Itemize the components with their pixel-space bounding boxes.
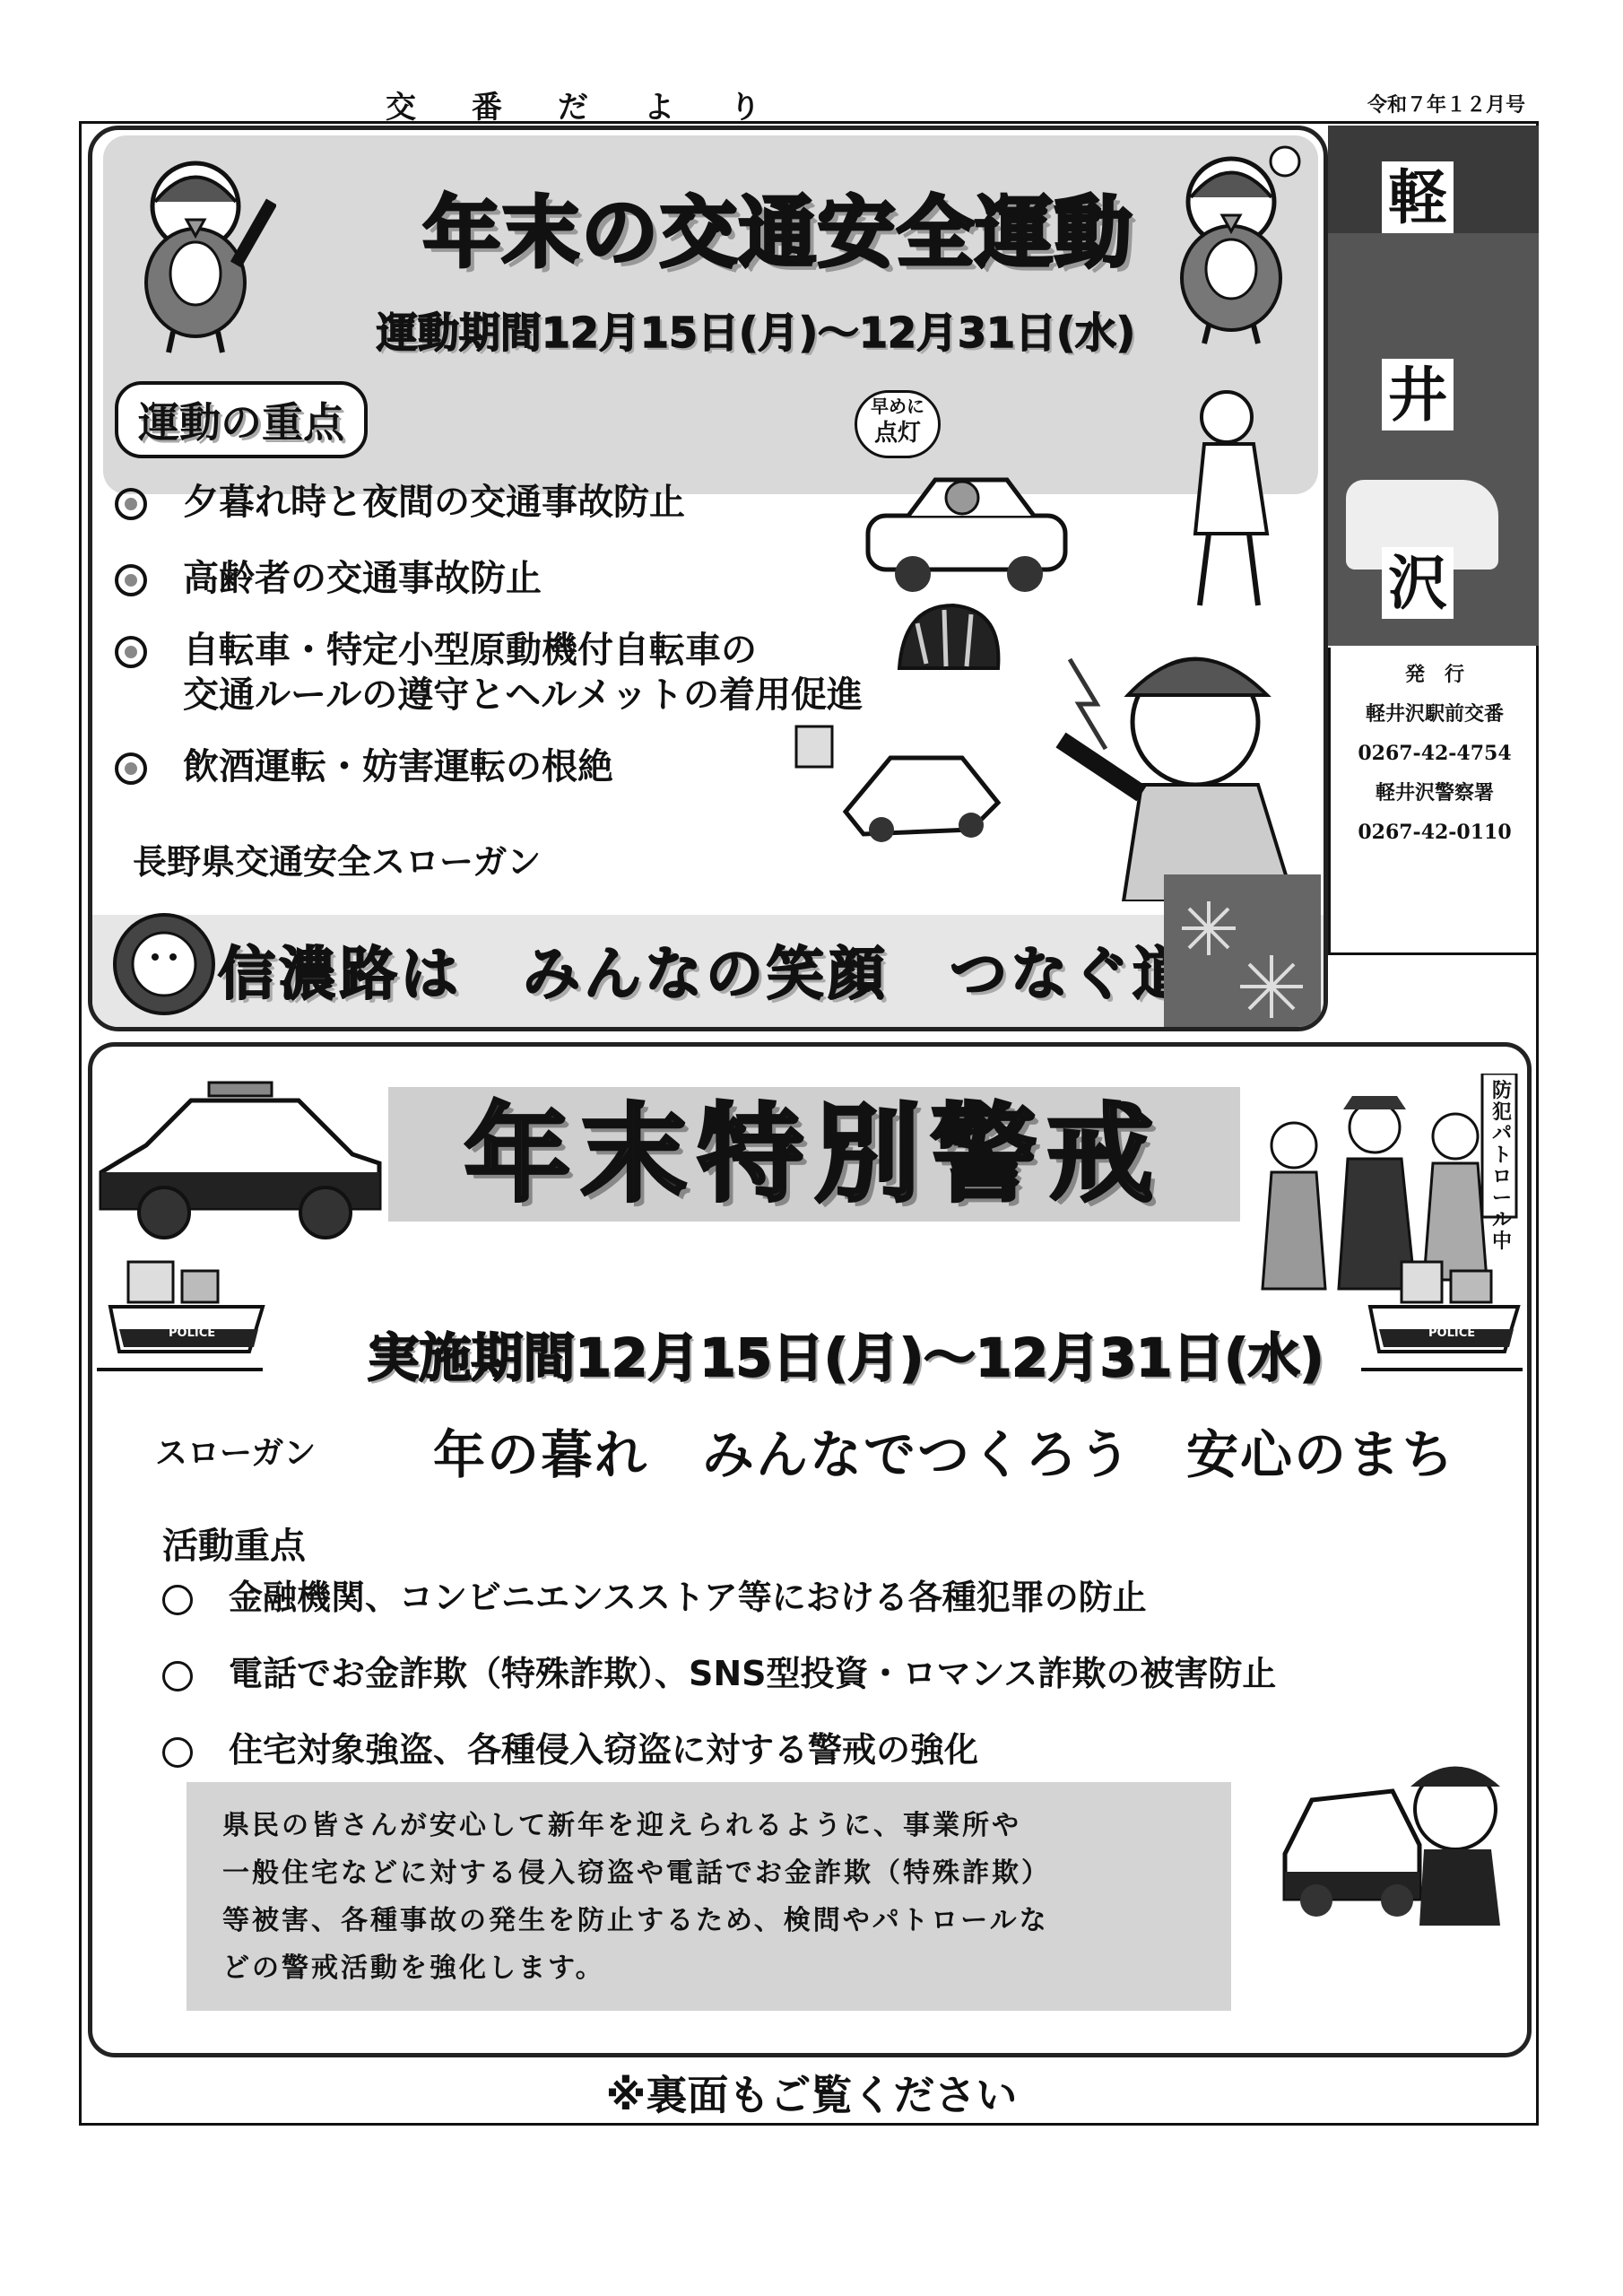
snowman-wreath-icon — [110, 901, 218, 1027]
activity-focus-label: 活動重点 — [162, 1526, 306, 1567]
watch-campaign-period: 実施期間12月15日(月)～12月31日(水) — [367, 1327, 1324, 1388]
activity-item: 金融機関、コンビニエンスストア等における各種犯罪の防止 — [162, 1576, 1147, 1619]
notice-line: 等被害、各種事故の発生を防止するため、検問やパトロールな — [222, 1905, 1049, 1936]
drunk-driving-car-icon — [792, 722, 1016, 848]
circle-bullet-icon — [162, 1585, 193, 1615]
focus-points-label: 運動の重点 — [115, 381, 368, 458]
patrol-sign: 防犯パトロール中 — [1491, 1080, 1512, 1253]
activity-item: 電話でお金詐欺（特殊詐欺）、SNS型投資・ロマンス詐欺の被害防止 — [162, 1652, 1276, 1695]
police-station-phone: 0267-42-0110 — [1358, 821, 1512, 844]
mascot-bird-left-icon — [119, 148, 276, 354]
watch-slogan-label: スローガン — [155, 1435, 317, 1472]
police-officer-pointing-icon — [1043, 632, 1312, 901]
bicycle-helmet-icon — [890, 596, 1007, 686]
issuer-info — [1328, 648, 1539, 955]
snowflake-decoration-icon — [1164, 874, 1321, 1027]
notice-line: どの警戒活動を強化します。 — [222, 1952, 605, 1984]
elderly-walker-icon — [1168, 381, 1303, 614]
police-station-name: 軽井沢警察署 — [1375, 781, 1494, 804]
focus-point-continued: 交通ルールの遵守とヘルメットの着用促進 — [183, 674, 863, 716]
sled-label: POLICE — [1428, 1326, 1476, 1340]
campaign-period: 運動期間12月15日(月)～12月31日(水) — [376, 309, 1136, 357]
officer-with-patrol-car-icon — [1276, 1746, 1509, 1926]
focus-point: 夕暮れ時と夜間の交通事故防止 — [115, 480, 685, 525]
notice-box — [187, 1782, 1231, 2011]
bullet-icon — [115, 636, 147, 668]
circle-bullet-icon — [162, 1737, 193, 1768]
prefecture-slogan-label: 長野県交通安全スローガン — [133, 842, 542, 882]
bullet-icon — [115, 752, 147, 785]
issuer-label: 発 行 — [1404, 663, 1464, 686]
notice-line: 県民の皆さんが安心して新年を迎えられるように、事業所や — [222, 1810, 1021, 1841]
see-reverse-note: ※裏面もご覧ください — [605, 2071, 1018, 2119]
traffic-safety-campaign — [88, 126, 1328, 1031]
watch-slogan: 年の暮れ みんなでつくろう 安心のまち — [433, 1424, 1456, 1485]
photo-caption-char: 沢 — [1382, 547, 1454, 619]
activity-item: 住宅対象強盗、各種侵入窃盗に対する警戒の強化 — [162, 1728, 978, 1771]
station-phone: 0267-42-4754 — [1358, 742, 1512, 765]
photo-caption-char: 軽 — [1382, 161, 1454, 233]
newsletter-title: 交番だより — [386, 90, 816, 126]
circle-bullet-icon — [162, 1661, 193, 1692]
focus-point: 高齢者の交通事故防止 — [115, 556, 542, 601]
bullet-icon — [115, 488, 147, 520]
station-name: 軽井沢駅前交番 — [1365, 702, 1504, 726]
focus-point: 飲酒運転・妨害運転の根絶 — [115, 744, 613, 789]
year-end-watch-campaign — [88, 1042, 1532, 2057]
headlight-bubble: 早めに 点灯 — [855, 390, 941, 458]
watch-campaign-title: 年末特別警戒 — [388, 1087, 1240, 1222]
car-with-driver-icon — [855, 462, 1079, 596]
bullet-icon — [115, 564, 147, 596]
traffic-slogan: 信濃路は みんなの笑顔 つなぐ道 — [218, 942, 1193, 1008]
photo-caption-char: 井 — [1382, 359, 1454, 430]
police-sled-gifts-left-icon — [92, 1253, 272, 1387]
issue-date: 令和７年１２月号 — [1367, 93, 1526, 117]
karuizawa-station-photo — [1328, 126, 1539, 646]
notice-line: 一般住宅などに対する侵入窃盗や電話でお金詐欺（特殊詐欺） — [222, 1857, 1051, 1889]
campaign-title: 年末の交通安全運動 — [423, 188, 1133, 278]
patrol-car-icon — [92, 1074, 388, 1244]
focus-point: 自転車・特定小型原動機付自転車の — [115, 628, 757, 673]
sled-label: POLICE — [169, 1326, 216, 1340]
